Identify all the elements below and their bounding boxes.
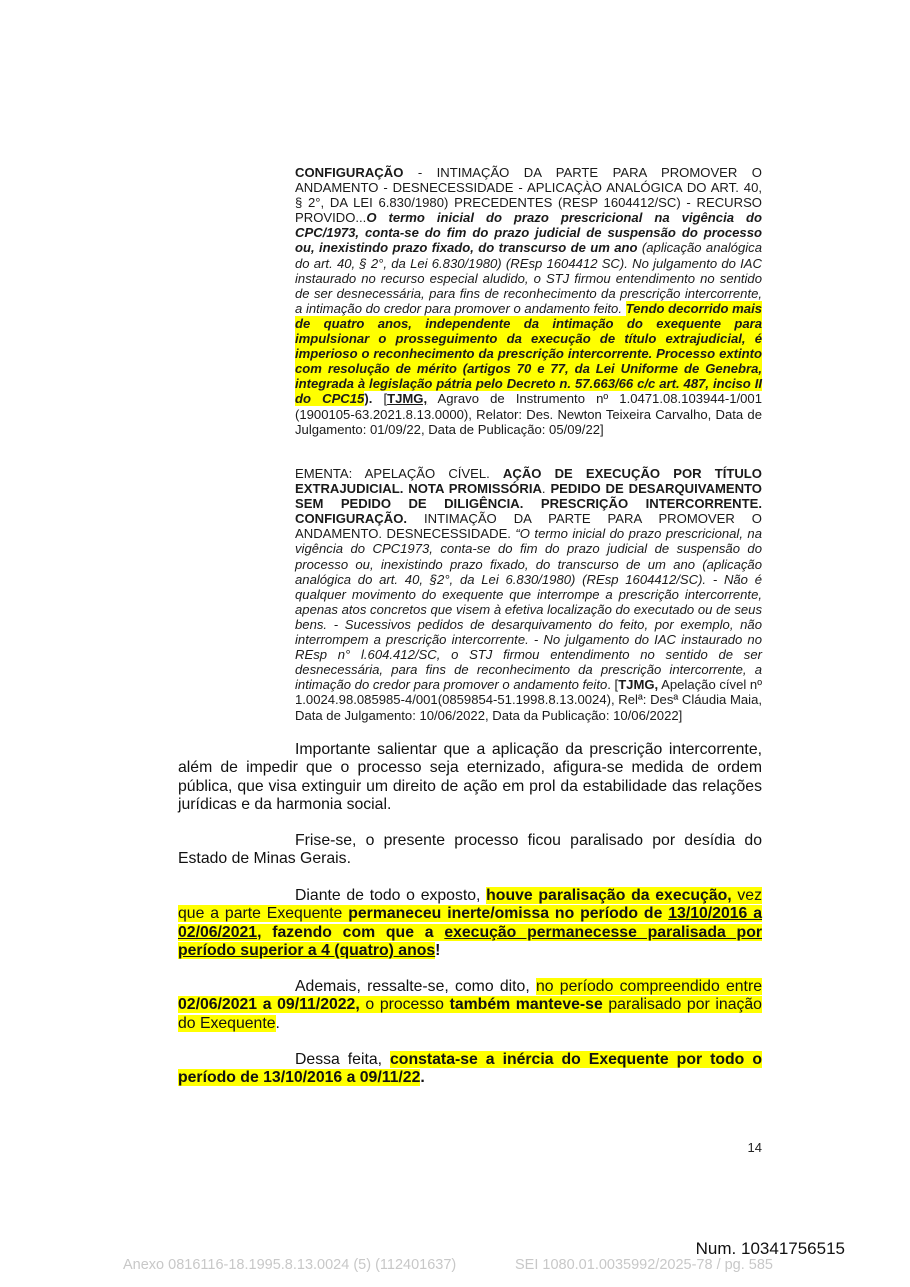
footer-annex-ref: Anexo 0816116-18.1995.8.13.0024 (5) (112401637) (123, 1257, 457, 1273)
paragraph-3-text: vez que a parte Exequente (178, 887, 762, 923)
paragraph-3-emphasis-2: permaneceu inerte/omissa no período de (348, 905, 669, 923)
quote1-text: - INTIMAÇÃO DA PARTE PARA PROMOVER O ANDAMENTO - DESNECESSIDADE - APLICAÇÀO ANALÓGICA DO ART. 40, § 2°, DA LEI 6.830/1980) PRECEDENTES (RESP 1604412/SC) - RECURSO PROVIDO... (295, 165, 762, 226)
quote1-italic-text: (aplicação analógica do art. 40, § 2°, da Lei 6.830/1980) (REsp 1604412 SC). No julgamento do IAC instaurado no recurso especial aludido, o STJ firmou entendimento no sentido de ser desnecessária, para fins de reconhecimento da prescrição intercorrente, a intimação do credor para promover o andamento feito. (295, 240, 762, 316)
quote1-court: TJMG, (387, 391, 428, 407)
quote2-heading-a: AÇÃO DE EXECUÇÃO POR TÍTULO EXTRAJUDICIAL. NOTA PROMISSÓRIA (295, 466, 762, 497)
paragraph-3-conclusion: execução permanecesse paralisada por período superior a 4 (quatro) anos (178, 923, 762, 959)
paragraph-1-text: Importante salientar que a aplicação da prescrição intercorrente, além de impedir que o processo seja eternizado, afigura-se medida de ordem pública, que visa extinguir um direito de ação em prol da estabilidade das relações jurídicas e da harmonia social. (178, 741, 762, 813)
paragraph-1 (178, 741, 762, 814)
quote1-heading: CONFIGURAÇÃO (295, 165, 404, 180)
quote1-citation: Agravo de Instrumento nº 1.0471.08.103944-1/001 (1900105-63.2021.8.13.0000), Relator: Des. Newton Teixeira Carvalho, Data de Julgamento: 01/09/22, Data de Publicação: 05/09/22] (295, 391, 762, 437)
paragraph-4-text-2: o processo (359, 996, 450, 1014)
quote2-citation: Apelação cível nº 1.0024.98.085985-4/001(0859854-51.1998.8.13.0024), Relª: Desª Cláudia Maia, Data de Julgamento: 10/06/2022, Data da Publicação: 10/06/2022] (295, 677, 762, 723)
paragraph-4-emphasis: também manteve-se (449, 996, 603, 1014)
paragraph-5 (178, 1051, 762, 1088)
quote2-bracket: . [ (607, 677, 619, 693)
paragraph-3 (178, 887, 762, 960)
quote2-separator: . (541, 481, 551, 497)
paragraph-5-lead: Dessa feita, (295, 1051, 391, 1068)
document-number: Num. 10341756515 (695, 1239, 845, 1258)
paragraph-2-text: Frise-se, o presente processo ficou paralisado por desídia do Estado de Minas Gerais. (178, 832, 762, 868)
quote2-italic-text: “O termo inicial do prazo prescricional, na vigência do CPC1973, conta-se do fim do prazo judicial de suspensão do processo ou, inexistindo prazo fixado, do transcurso de um ano (aplicação analógica do art. 40, §2°, da Lei 6.830/1980) (REsp 1604412/SC). - Não é qualquer movimento do exequente que interrompe a prescrição intercorrente, apenas atos concretos que visem à efetiva localização do executado ou de seus bens. - Sucessivos pedidos de desarquivamento do feito, por exemplo, não interrompem a prescrição intercorrente. - No julgamento do IAC instaurado no REsp n° l.604.412/SC, o STJ firmou entendimento no sentido de ser desnecessária, para fins de reconhecimento da prescrição intercorrente, a intimação do credor para promover o andamento feito (295, 526, 762, 693)
paragraph-5-conclusion: constata-se a inércia do Exequente por todo o período de 13/10/2016 a 09/11/22 (178, 1051, 762, 1087)
paragraph-5-period-mark: . (420, 1069, 425, 1087)
quote1-emphasis: O termo inicial do prazo prescricional na vigência do CPC/1973, conta-se do fim do prazo judicial de suspensão do processo ou, inexistindo prazo fixado, do transcurso de um ano (295, 210, 762, 256)
paragraph-3-lead: Diante de todo o exposto, (295, 887, 487, 904)
jurisprudence-quote-2 (295, 466, 762, 723)
paragraph-3-exclamation: ! (435, 941, 441, 959)
paragraph-4-text-3: paralisado por inação do Exequente (178, 996, 762, 1032)
paragraph-4-lead: Ademais, ressalte-se, como dito, (295, 978, 536, 995)
paragraph-4-period-mark: . (275, 1014, 280, 1032)
quote1-bracket: [ (372, 391, 388, 407)
paragraph-4 (178, 978, 762, 1033)
jurisprudence-quote-1 (295, 165, 762, 437)
page-number: 14 (747, 1140, 762, 1155)
quote1-highlighted-text: Tendo decorrido mais de quatro anos, independente da intimação do exequente para impulsionar o prosseguimento da execução de título extrajudicial, é imperioso o reconhecimento da prescrição intercorrente. Processo extinto com resolução de mérito (artigos 70 e 77, da Lei Uniforme de Genebra, integrada à legislação pátria pelo Decreto n. 57.663/66 c/c art. 487, inciso II do CPC15 (295, 300, 762, 407)
quote1-closing: ). (364, 391, 373, 407)
quote2-text: INTIMAÇÃO DA PARTE PARA PROMOVER O ANDAMENTO. DESNECESSIDADE. (295, 511, 762, 542)
quote2-heading-b: PEDIDO DE DESARQUIVAMENTO SEM PEDIDO DE DILIGÊNCIA. PRESCRIÇÃO INTERCORRENTE. CONFIGURAÇÃO. (295, 481, 762, 527)
footer-sei-ref: SEI 1080.01.0035992/2025-78 / pg. 585 (515, 1257, 773, 1273)
paragraph-4-text-1: no período compreendido entre (535, 978, 762, 995)
paragraph-3-emphasis-1: houve paralisação da execução, (486, 887, 732, 904)
quote2-court: TJMG, (618, 677, 659, 693)
paragraph-4-period: 02/06/2021 a 09/11/2022, (178, 996, 360, 1014)
paragraph-3-period: 13/10/2016 a 02/06/2021 (178, 905, 762, 941)
quote2-ementa: EMENTA: APELAÇÃO CÍVEL. (295, 466, 503, 481)
paragraph-3-emphasis-3: , fazendo com que a (257, 923, 445, 941)
paragraph-2 (178, 832, 762, 869)
